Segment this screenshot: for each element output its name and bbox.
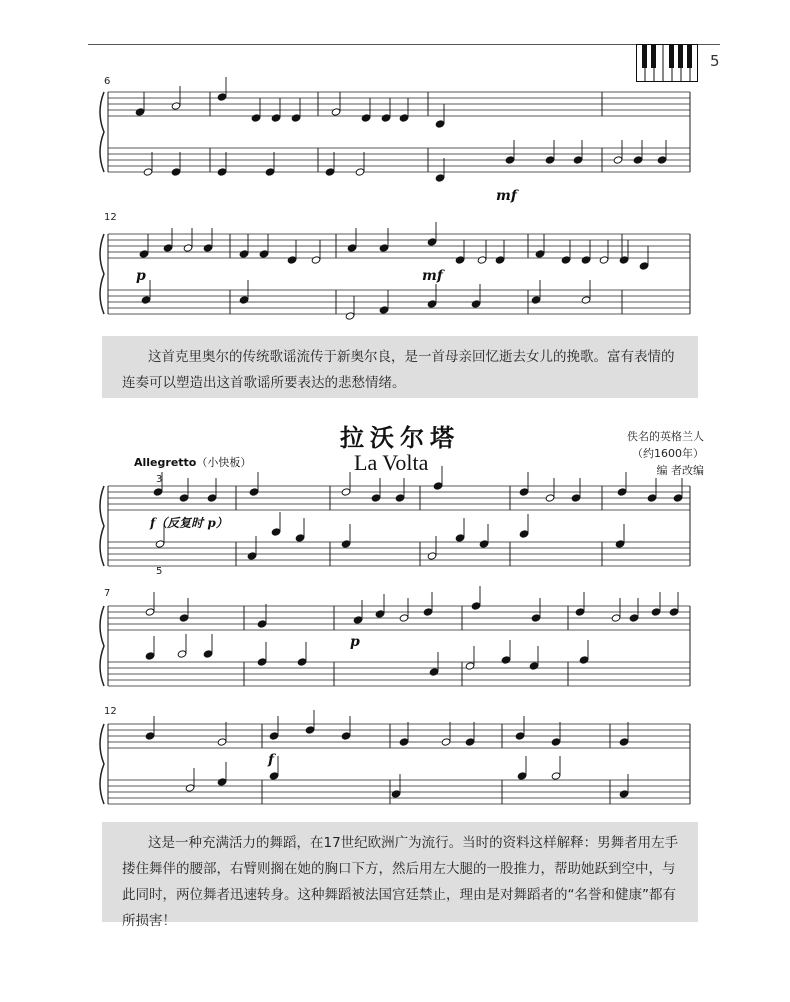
description-box bbox=[102, 336, 698, 398]
arranger-line: 编 者改编 bbox=[656, 464, 704, 477]
fingering: 5 bbox=[156, 566, 163, 577]
description-text: 这首克里奥尔的传统歌谣流传于新奥尔良，是一首母亲回忆逝去女儿的挽歌。富有表情的连奏可以塑造出这首歌谣所要表达的悲愁情绪。 bbox=[122, 349, 675, 391]
measure-number: 7 bbox=[104, 588, 111, 599]
tempo-marking bbox=[134, 454, 251, 470]
piece-title-chinese: 拉沃尔塔 bbox=[340, 423, 460, 452]
composer-date: （约1600年） bbox=[632, 447, 704, 460]
dynamic-mark: p bbox=[136, 268, 146, 284]
dynamic-mark: mf bbox=[496, 188, 517, 204]
description-text: 这是一种充满活力的舞蹈，在17世纪欧洲广为流行。当时的资料这样解释：男舞者用左手搂住舞伴的腰部，右臂则搁在她的胸口下方，然后用左大腿的一股推力，帮助她跃到空中，与此同时，两位舞者迅速转身。这种舞蹈被法国宫廷禁止，理由是对舞蹈者的“名誉和健康”都有所损害！ bbox=[122, 835, 679, 929]
dynamic-mark: mf bbox=[422, 268, 443, 284]
measure-number: 6 bbox=[104, 76, 111, 87]
measure-number: 12 bbox=[104, 212, 117, 223]
page-number: 5 bbox=[710, 52, 720, 70]
tempo-text-cn: （小快板） bbox=[196, 456, 252, 469]
tempo-text: Allegretto bbox=[134, 456, 197, 469]
fingering: 3 bbox=[156, 474, 163, 485]
dynamic-mark: p bbox=[350, 634, 360, 650]
dynamic-mark: f bbox=[268, 752, 275, 768]
composer-line: 佚名的英格兰人 bbox=[627, 430, 704, 443]
measure-number: 12 bbox=[104, 706, 117, 717]
piece-title-english: La Volta bbox=[354, 450, 429, 475]
description-box bbox=[102, 822, 698, 929]
dynamic-mark: f（反复时 p） bbox=[150, 516, 228, 530]
composer-credit bbox=[604, 428, 704, 479]
